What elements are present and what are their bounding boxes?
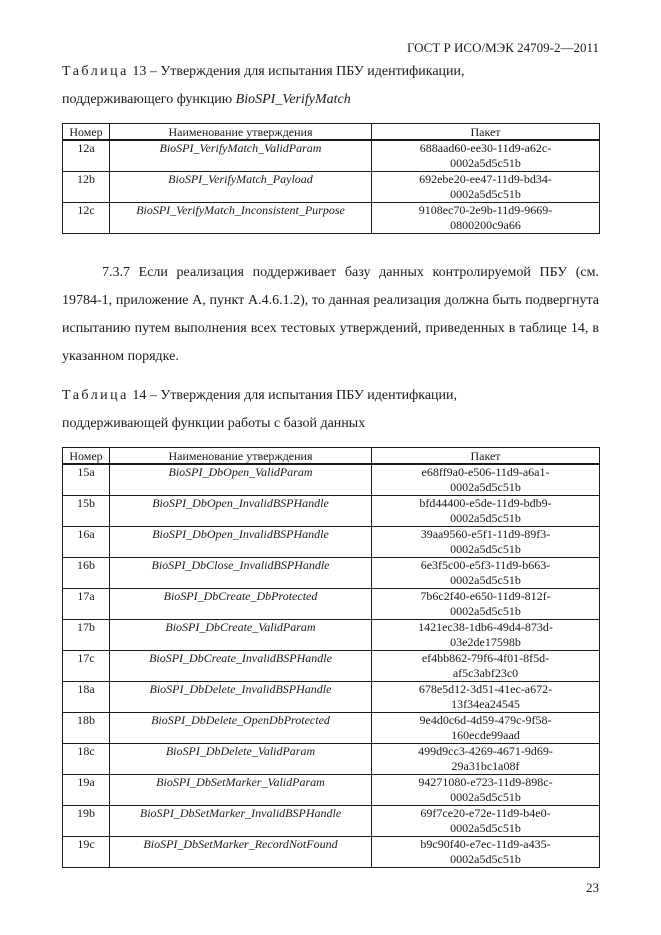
table13-caption-label: Таблица xyxy=(62,64,129,79)
table13-caption xyxy=(62,63,465,109)
col-header-number: Номер xyxy=(63,124,110,141)
row-number: 18b xyxy=(63,713,110,744)
package-id-line: 0002a5d5c51b xyxy=(450,604,521,618)
row-number: 19a xyxy=(63,775,110,806)
assertion-name: BioSPI_DbSetMarker_InvalidBSPHandle xyxy=(110,806,372,837)
assertion-name: BioSPI_DbCreate_InvalidBSPHandle xyxy=(110,651,372,682)
assertion-name: BioSPI_VerifyMatch_Inconsistent_Purpose xyxy=(110,203,372,234)
package-id xyxy=(372,589,600,620)
row-number: 12b xyxy=(63,172,110,203)
package-id-line: 7b6c2f40-e650-11d9-812f- xyxy=(420,589,551,603)
package-id-line: 0800200c9a66 xyxy=(450,218,521,232)
package-id-line: 0002a5d5c51b xyxy=(450,187,521,201)
package-id-line: 499d9cc3-4269-4671-9d69- xyxy=(418,744,553,758)
row-number: 17c xyxy=(63,651,110,682)
package-id xyxy=(372,806,600,837)
assertion-name: BioSPI_DbDelete_ValidParam xyxy=(110,744,372,775)
package-id-line: 94271080-e723-11d9-898c- xyxy=(418,775,553,789)
table-row xyxy=(63,651,600,682)
package-id-line: 678e5d12-3d51-41ec-a672- xyxy=(418,682,553,696)
package-id-line: 9108ec70-2e9b-11d9-9669- xyxy=(418,203,553,217)
package-id-line: 688aad60-ee30-11d9-a62c- xyxy=(419,141,552,155)
table-row xyxy=(63,775,600,806)
table14-caption xyxy=(62,387,457,433)
row-number: 17a xyxy=(63,589,110,620)
assertion-name: BioSPI_DbCreate_ValidParam xyxy=(110,620,372,651)
table13-caption-line2: поддерживающего функцию xyxy=(62,92,236,107)
table-row xyxy=(63,203,600,234)
package-id-line: 0002a5d5c51b xyxy=(450,511,521,525)
assertion-name: BioSPI_DbOpen_InvalidBSPHandle xyxy=(110,496,372,527)
package-id-line: 692ebe20-ee47-11d9-bd34- xyxy=(419,172,552,186)
table14-caption-label: Таблица xyxy=(62,388,129,403)
package-id-line: af5c3abf23c0 xyxy=(452,666,519,680)
assertion-name: BioSPI_DbClose_InvalidBSPHandle xyxy=(110,558,372,589)
table13-caption-title: 13 – Утверждения для испытания ПБУ идентификации, xyxy=(128,64,465,79)
package-id-line: 1421ec38-1db6-49d4-873d- xyxy=(418,620,553,634)
assertion-name: BioSPI_DbSetMarker_RecordNotFound xyxy=(110,837,372,868)
package-id-line: bfd44400-e5de-11d9-bdb9- xyxy=(419,496,552,510)
package-id-line: 9e4d0c6d-4d59-479c-9f58- xyxy=(419,713,552,727)
package-id xyxy=(372,464,600,496)
table14-caption-title: 14 – Утверждения для испытания ПБУ идентифкации, xyxy=(128,388,458,403)
row-number: 15a xyxy=(63,464,110,496)
package-id-line: 160ecde99aad xyxy=(451,728,520,742)
col-header-name: Наименование утверждения xyxy=(110,124,372,141)
package-id xyxy=(372,620,600,651)
assertion-name: BioSPI_DbDelete_InvalidBSPHandle xyxy=(110,682,372,713)
row-number: 15b xyxy=(63,496,110,527)
package-id xyxy=(372,172,600,203)
package-id-line: 0002a5d5c51b xyxy=(450,156,521,170)
table-row xyxy=(63,464,600,496)
package-id-line: 6e3f5c00-e5f3-11d9-b663- xyxy=(420,558,551,572)
table-row xyxy=(63,682,600,713)
row-number: 12a xyxy=(63,140,110,172)
page-number: 23 xyxy=(586,880,599,895)
assertion-name: BioSPI_DbSetMarker_ValidParam xyxy=(110,775,372,806)
package-id-line: e68ff9a0-e506-11d9-a6a1- xyxy=(421,465,550,479)
package-id-line: 13f34ea24545 xyxy=(451,697,520,711)
assertion-name: BioSPI_DbCreate_DbProtected xyxy=(110,589,372,620)
row-number: 19b xyxy=(63,806,110,837)
package-id-line: b9c90f40-e7ec-11d9-a435- xyxy=(420,837,551,851)
table-row xyxy=(63,620,600,651)
table-row xyxy=(63,172,600,203)
row-number: 16b xyxy=(63,558,110,589)
paragraph-7-3-7 xyxy=(62,259,599,371)
package-id-line: 0002a5d5c51b xyxy=(450,821,521,835)
package-id-line: 03e2de17598b xyxy=(450,635,521,649)
document-code: ГОСТ Р ИСО/МЭК 24709-2—2011 xyxy=(406,40,599,55)
col-header-name: Наименование утверждения xyxy=(110,448,372,465)
package-id-line: 69f7ce20-e72e-11d9-b4e0- xyxy=(420,806,551,820)
assertion-name: BioSPI_VerifyMatch_ValidParam xyxy=(110,140,372,172)
col-header-number: Номер xyxy=(63,448,110,465)
table-row xyxy=(63,558,600,589)
assertion-name: BioSPI_DbOpen_InvalidBSPHandle xyxy=(110,527,372,558)
table-row xyxy=(63,713,600,744)
assertion-name: BioSPI_DbDelete_OpenDbProtected xyxy=(110,713,372,744)
row-number: 18a xyxy=(63,682,110,713)
row-number: 19c xyxy=(63,837,110,868)
table-row xyxy=(63,527,600,558)
row-number: 17b xyxy=(63,620,110,651)
package-id-line: 0002a5d5c51b xyxy=(450,480,521,494)
table13-caption-function: BioSPI_VerifyMatch xyxy=(235,92,351,107)
table-row xyxy=(63,744,600,775)
row-number: 16a xyxy=(63,527,110,558)
table-row xyxy=(63,837,600,868)
table-row xyxy=(63,589,600,620)
col-header-package: Пакет xyxy=(372,448,600,465)
table-row xyxy=(63,140,600,172)
assertion-name: BioSPI_DbOpen_ValidParam xyxy=(110,464,372,496)
package-id xyxy=(372,713,600,744)
package-id xyxy=(372,140,600,172)
package-id-line: ef4bb862-79f6-4f01-8f5d- xyxy=(421,651,550,665)
table-14 xyxy=(62,447,600,868)
package-id xyxy=(372,837,600,868)
package-id xyxy=(372,682,600,713)
package-id xyxy=(372,203,600,234)
col-header-package: Пакет xyxy=(372,124,600,141)
row-number: 18c xyxy=(63,744,110,775)
table14-caption-line2: поддерживающей функции работы с базой данных xyxy=(62,416,366,431)
row-number: 12c xyxy=(63,203,110,234)
package-id-line: 0002a5d5c51b xyxy=(450,542,521,556)
package-id xyxy=(372,775,600,806)
table-13 xyxy=(62,123,600,234)
package-id-line: 0002a5d5c51b xyxy=(450,790,521,804)
package-id xyxy=(372,744,600,775)
package-id-line: 39aa9560-e5f1-11d9-89f3- xyxy=(420,527,551,541)
table-row xyxy=(63,496,600,527)
package-id xyxy=(372,651,600,682)
table-row xyxy=(63,806,600,837)
package-id xyxy=(372,496,600,527)
package-id-line: 0002a5d5c51b xyxy=(450,573,521,587)
package-id xyxy=(372,527,600,558)
package-id xyxy=(372,558,600,589)
paragraph-text: 7.3.7 Если реализация поддерживает базу данных контролируемой ПБУ (см. 19784-1, приложение А, пункт А.4.6.1.2), то данная реализация должна быть подвергнута испытанию путем выполнения всех тестовых утверждений, приведенных в таблице 14, в указанном порядке. xyxy=(62,265,599,364)
package-id-line: 29a31bc1a08f xyxy=(451,759,520,773)
assertion-name: BioSPI_VerifyMatch_Payload xyxy=(110,172,372,203)
package-id-line: 0002a5d5c51b xyxy=(450,852,521,866)
